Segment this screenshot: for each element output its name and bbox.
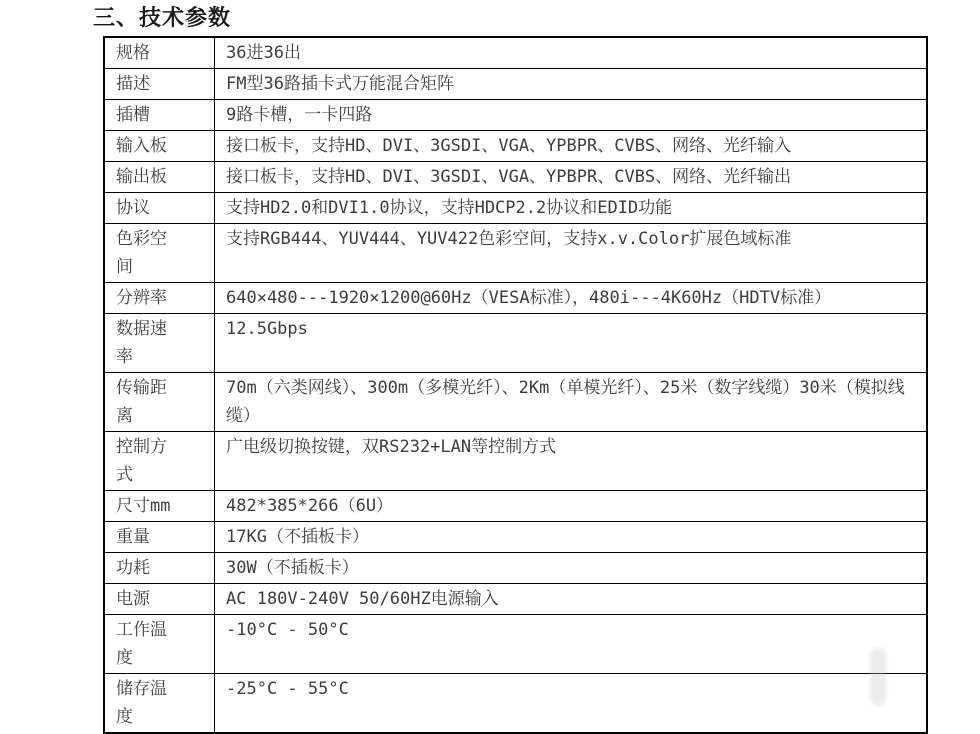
param-value-cell — [215, 674, 928, 734]
param-label-cell — [104, 100, 215, 131]
param-label-cell — [104, 432, 215, 491]
param-label: 输出板 — [116, 167, 167, 187]
param-value: -25°C - 55°C — [226, 679, 349, 699]
param-value-cell — [215, 615, 928, 674]
param-label-cell — [104, 69, 215, 100]
table-row — [104, 522, 927, 553]
param-value-cell — [215, 491, 928, 522]
table-row — [104, 224, 927, 283]
param-value-cell — [215, 373, 928, 432]
watermark — [870, 648, 886, 706]
param-label-cell — [104, 674, 215, 734]
param-label-cell — [104, 193, 215, 224]
param-value-cell — [215, 224, 928, 283]
table-row — [104, 100, 927, 131]
param-label: 工作温度 — [116, 620, 167, 668]
param-label: 电源 — [116, 589, 150, 609]
param-value-cell — [215, 553, 928, 584]
param-value-cell — [215, 131, 928, 162]
param-label: 尺寸mm — [116, 496, 171, 516]
param-label: 规格 — [116, 43, 150, 63]
table-row — [104, 674, 927, 734]
param-label: 描述 — [116, 74, 150, 94]
param-label: 输入板 — [116, 136, 167, 156]
tech-params-table — [103, 36, 928, 734]
param-value-cell — [215, 37, 928, 69]
param-label: 储存温度 — [116, 679, 167, 727]
param-value-cell — [215, 69, 928, 100]
param-value: 482*385*266（6U） — [226, 496, 394, 516]
param-label: 数据速率 — [116, 319, 167, 367]
param-label-cell — [104, 131, 215, 162]
table-row — [104, 491, 927, 522]
param-label-cell — [104, 224, 215, 283]
param-value: 支持RGB444、YUV444、YUV422色彩空间，支持x.v.Color扩展色域标准 — [226, 229, 792, 249]
param-value-cell — [215, 100, 928, 131]
param-label-cell — [104, 314, 215, 373]
param-value: -10°C - 50°C — [226, 620, 349, 640]
table-row — [104, 131, 927, 162]
table-row — [104, 193, 927, 224]
param-label-cell — [104, 37, 215, 69]
param-value: 640×480---1920×1200@60Hz（VESA标准），480i---4K60Hz（HDTV标准） — [226, 288, 832, 308]
param-value: 36进36出 — [226, 43, 301, 63]
param-value-cell — [215, 283, 928, 314]
param-value-cell — [215, 162, 928, 193]
section-title: 三、技术参数 — [93, 6, 232, 31]
param-label: 协议 — [116, 198, 150, 218]
param-value-cell — [215, 522, 928, 553]
table-row — [104, 584, 927, 615]
param-value: 30W（不插板卡） — [226, 558, 359, 578]
table-row — [104, 37, 927, 69]
param-label: 分辨率 — [116, 288, 167, 308]
param-label: 控制方式 — [116, 437, 167, 485]
param-value: FM型36路插卡式万能混合矩阵 — [226, 74, 454, 94]
param-value: 9路卡槽，一卡四路 — [226, 105, 373, 125]
table-row — [104, 553, 927, 584]
param-label: 传输距离 — [116, 378, 167, 426]
param-value: 70m（六类网线）、300m（多模光纤）、2Km（单模光纤）、25米（数字线缆）30米（模拟线缆） — [226, 378, 905, 426]
param-label: 插槽 — [116, 105, 150, 125]
param-value: 支持HD2.0和DVI1.0协议，支持HDCP2.2协议和EDID功能 — [226, 198, 673, 218]
param-label-cell — [104, 162, 215, 193]
param-label-cell — [104, 584, 215, 615]
table-row — [104, 373, 927, 432]
param-label: 色彩空间 — [116, 229, 167, 277]
param-label-cell — [104, 283, 215, 314]
param-value: 12.5Gbps — [226, 319, 308, 339]
table-row — [104, 615, 927, 674]
param-label-cell — [104, 491, 215, 522]
param-label-cell — [104, 373, 215, 432]
param-value: AC 180V-240V 50/60HZ电源输入 — [226, 589, 499, 609]
table-row — [104, 69, 927, 100]
tech-params-table-body — [104, 37, 927, 733]
param-value-cell — [215, 584, 928, 615]
table-row — [104, 314, 927, 373]
param-value-cell — [215, 193, 928, 224]
param-value: 接口板卡，支持HD、DVI、3GSDI、VGA、YPBPR、CVBS、网络、光纤输出 — [226, 167, 792, 187]
table-row — [104, 283, 927, 314]
param-value-cell — [215, 432, 928, 491]
param-value: 接口板卡，支持HD、DVI、3GSDI、VGA、YPBPR、CVBS、网络、光纤输入 — [226, 136, 792, 156]
table-row — [104, 432, 927, 491]
param-label-cell — [104, 553, 215, 584]
param-value: 17KG（不插板卡） — [226, 527, 369, 547]
param-label-cell — [104, 522, 215, 553]
param-value: 广电级切换按键，双RS232+LAN等控制方式 — [226, 437, 557, 457]
table-row — [104, 162, 927, 193]
param-label-cell — [104, 615, 215, 674]
param-label: 功耗 — [116, 558, 150, 578]
param-label: 重量 — [116, 527, 150, 547]
param-value-cell — [215, 314, 928, 373]
